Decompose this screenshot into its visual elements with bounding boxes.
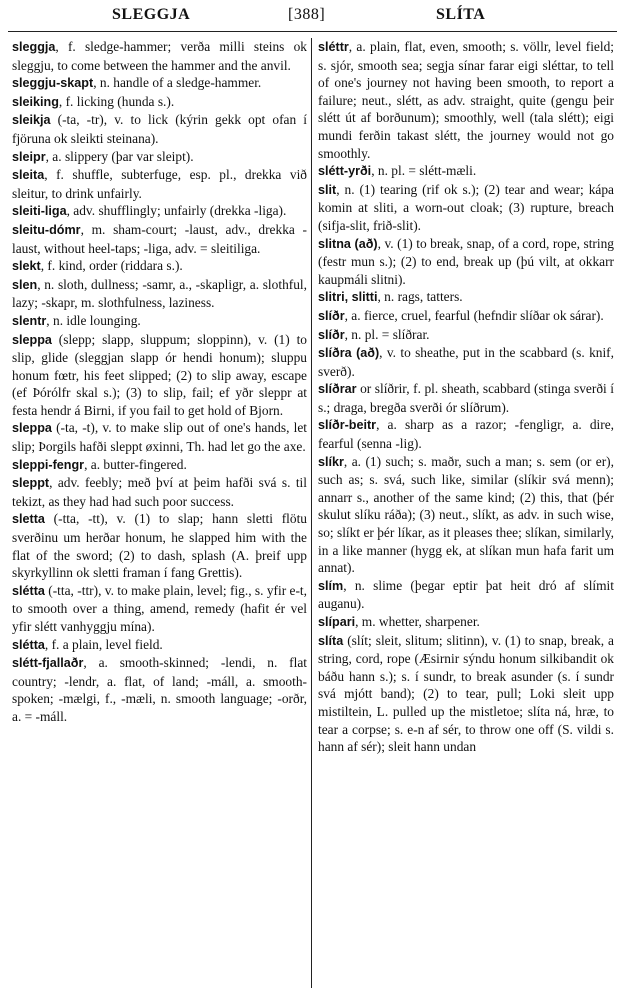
definition: , n. pl. = slíðrar. [344,326,430,342]
headword: slíta [318,633,344,648]
definition: , a. slippery (þar var sleipt). [45,148,194,164]
dictionary-entry [318,453,614,577]
header-left-guideword: SLEGGJA [112,6,191,23]
headword: slen [12,277,38,292]
definition: , m. whetter, sharpener. [355,614,480,629]
definition: , n. (1) tearing (rif ok s.); (2) tear and wear; kápa komin at sliti, a worn-out cloak; (3) rupture, breach (sifja-slit, frið-slit). [318,181,614,233]
headword: slétt-fjallaðr [12,656,84,671]
definition: or slíðrir, f. pl. sheath, scabbard (stinga sverði í s.; draga, bregða sverði ór slíðrum). [318,381,614,415]
headword: slétta [12,637,45,652]
right-column [318,38,614,756]
dictionary-entry [318,38,614,162]
headword: sleggju-skapt [12,76,94,91]
headword: slétt-yrði [318,164,372,179]
headword: slíðrar [318,382,357,397]
dictionary-entry [318,162,614,181]
dictionary-entry [318,577,614,613]
headword: slíðr [318,308,345,323]
dictionary-entry [12,276,307,312]
dictionary-entry [12,312,307,331]
definition: , a. plain, flat, even, smooth; s. völlr, level field; s. sjór, smooth sea; segja sínar farar eigi sléttar, to tell of one's journey not having been smooth, to report a failure; neut., slétt, as adv. straight, quite (gengu þeir slétt út af borðunum); smoothly, well (tala slétt); eigi mundi ferðin takast slétt, the journey would not go smoothly. [318,39,614,161]
dictionary-entry [12,202,307,221]
dictionary-entry [318,326,614,345]
definition: , f. licking (hunda s.). [58,93,175,109]
headword: sleggja [12,40,56,54]
definition: , f. kind, order (riddara s.). [40,258,183,274]
left-column [12,38,307,726]
dictionary-entry [12,582,307,636]
dictionary-entry [12,510,307,581]
dictionary-entry [12,456,307,475]
definition: (-tta, -tt), v. (1) to slap; hann sletti flötu sverðinu um herðar honum, he slapped him with the flat of the sword; (2) to dash, splash (A. þreif upp skyrkyllinn ok sletti framan í fang Grettis). [12,511,307,581]
headword: sleppa [12,332,52,347]
dictionary-entry [12,257,307,276]
headword: sleiti-liga [12,204,67,219]
headword: slím [318,578,344,593]
headword: sleitu-dómr [12,222,81,237]
definition: , a. butter-fingered. [84,456,187,472]
dictionary-entry [318,613,614,632]
headword: slípari [318,615,356,629]
headword: sleipr [12,149,46,164]
dictionary-entry [318,380,614,416]
headword: slitri, slitti [318,290,378,305]
dictionary-entry [12,111,307,147]
dictionary-entry [318,288,614,307]
definition: , a. (1) such; s. maðr, such a man; s. sem (or er), such as; s. svá, such like, similar (slíkir svá menn); annarr s., another of the same kind; (2) this, that (þér skulut slíku ráða); (3) neut., slíkt, as adv. in such wise, so; slíkt er þér líkar, as it pleases thee; slíkan, similarly, in a like manner (hygg ek, at slíkan mun hafa farit um annat). [318,453,614,576]
headword: slíkr [318,454,344,469]
definition: (-tta, -ttr), v. to make plain, level; fig., s. yfir e-t, to smooth over a thing, amend, remedy (hafit ér vel yfir slétt vanhyggju mína). [12,582,307,634]
headword: slentr [12,313,47,328]
definition: , a. fierce, cruel, fearful (hefndir slíðar ok sárar). [344,307,604,323]
definition: , a. smooth-skinned; -lendi, n. flat country; -lendr, a. flat, of land; -máll, a. smooth-spoken; -mælgi, f., -mæli, n. smooth language; -orðr, a. = -máll. [12,655,307,724]
headword: sletta [12,512,45,527]
dictionary-entry [318,416,614,452]
dictionary-entry [12,38,307,74]
headword: slit [318,182,337,197]
definition: (-ta, -t), v. to make slip out of one's hands, let slip; Þorgils hafði sleppt øxinni, Th. had let go the axe. [12,420,307,455]
page-header [0,6,625,28]
dictionary-entry [12,636,307,655]
definition: , n. sloth, dullness; -samr, a., -skapligr, a. slothful, lazy; -skapr, m. slothfulness, laziness. [12,276,307,311]
dictionary-entry [318,632,614,756]
definition: , n. pl. = slétt-mæli. [371,163,477,179]
definition: , f. sledge-hammer; verða milli steins ok sleggju, to come between the hammer and the anvil. [12,39,307,73]
dictionary-entry [12,331,307,420]
definition: (-ta, -tr), v. to lick (kýrin gekk opt ofan í fjöruna ok sleikti steinana). [12,112,307,146]
headword: slekt [12,259,41,274]
definition: , f. a plain, level field. [44,636,163,652]
dictionary-entry [12,474,307,510]
dictionary-entry [318,235,614,289]
column-divider [311,38,312,988]
headword: sleiking [12,94,59,109]
definition: , f. shuffle, subterfuge, esp. pl., drekka við sleitur, to drink unfairly. [12,167,307,201]
headword: sleita [12,168,45,183]
definition: , m. sham-court; -laust, adv., drekka -laust, without heel-taps; -liga, adv. = sleitiliga. [12,221,307,256]
page-number: [388] [288,6,326,23]
definition: , v. to sheathe, put in the scabbard (s. knif, sverð). [318,345,614,379]
dictionary-entry [12,74,307,93]
definition: (slepp; slapp, sluppum; sloppinn), v. (1) to slip, glide (sleggjan slapp ór hendi honum); sluppu honum fœtr, his feet slipped; (2) to slip away, escape (ef Þórólfr skal s.); (3) to slip, fail; ef yðr sleppr at festa hendr á Birni, if you fail to get hold of Bjorn. [12,331,307,418]
dictionary-entry [12,93,307,112]
header-right-guideword: SLÍTA [436,6,486,23]
dictionary-entry [12,419,307,455]
definition: , a. sharp as a razor; -fengligr, a. dire, fearful (senna -lig). [318,417,614,452]
definition: , n. idle lounging. [46,312,141,328]
headword: slíðr-beitr [318,418,377,433]
definition: , adv. feebly; með því at þeim hafði svá s. til tekizt, as they had had such poor success. [12,475,307,509]
dictionary-entry [318,307,614,326]
definition: (slít; sleit, slitum; slitinn), v. (1) to snap, break, a string, cord, rope (Æsirnir sýndu honum silkibandit ok báðu hann s.); s. í sundr, to break asunder (s. í sundr svá mjótt band); (2) to tear, pull; Loki sleit upp mistiltein, L. pulled up the mistletoe; slíta ná, hræ, to tear a corpse; s. e-n af sér, to throw one off (S. vildi s. hann af sér); sleit hann undan [318,632,614,755]
headword: sléttr [318,40,349,54]
dictionary-entry [12,654,307,725]
definition: , n. rags, tatters. [377,289,463,305]
headword: slitna (að) [318,236,378,251]
header-rule [8,31,617,32]
definition: , n. slime (þegar eptir þat heit dró af slímit auganu). [318,577,614,612]
headword: sleppi-fengr [12,457,85,472]
dictionary-entry [318,344,614,380]
headword: sleppt [12,476,50,491]
headword: slíðra (að) [318,346,380,361]
definition: , n. handle of a sledge-hammer. [93,75,262,91]
dictionary-entry [12,166,307,202]
headword: sleppa [12,421,52,436]
dictionary-entry [318,181,614,235]
definition: , adv. shufflingly; unfairly (drekka -liga). [66,203,287,219]
definition: , v. (1) to break, snap, of a cord, rope, string (festr mun s.); (2) to end, break up (þú vilt, at okkarr kaupmáli slitni). [318,235,614,287]
headword: slétta [12,583,45,598]
dictionary-entry [12,148,307,167]
headword: sleikja [12,113,51,128]
headword: slíðr [318,327,345,342]
dictionary-entry [12,221,307,257]
